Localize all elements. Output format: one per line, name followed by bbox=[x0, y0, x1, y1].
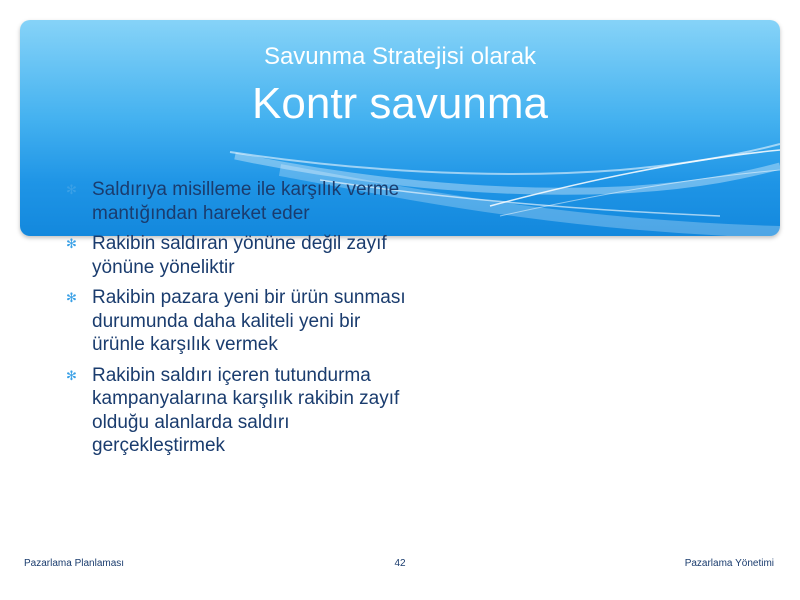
bullet-text: Rakibin saldırı içeren tutundurma kampanyalarına karşılık rakibin zayıf olduğu alanlarda saldırı gerçekleştirmek bbox=[92, 364, 400, 456]
bullet-item bbox=[66, 364, 406, 458]
bullet-item bbox=[66, 286, 406, 357]
asterisk-bullet-icon: ✻ bbox=[66, 290, 77, 305]
asterisk-bullet-icon: ✻ bbox=[66, 236, 77, 251]
slide-title: Kontr savunma bbox=[252, 79, 548, 128]
bullet-item bbox=[66, 178, 406, 225]
page-number: 42 bbox=[394, 558, 406, 569]
bullet-text: Rakibin pazara yeni bir ürün sunması durumunda daha kaliteli yeni bir ürünle karşılık vermek bbox=[92, 287, 406, 355]
footer-left-text: Pazarlama Planlaması bbox=[24, 558, 125, 569]
footer-right-text: Pazarlama Yönetimi bbox=[684, 558, 774, 569]
bullet-text: Saldırıya misilleme ile karşılık verme mantığından hareket eder bbox=[92, 179, 400, 224]
bullet-text: Rakibin saldıran yönüne değil zayıf yönüne yöneliktir bbox=[92, 233, 387, 278]
asterisk-bullet-icon: ✻ bbox=[66, 182, 77, 197]
bullet-item bbox=[66, 232, 406, 279]
slide-subtitle: Savunma Stratejisi olarak bbox=[263, 43, 537, 70]
asterisk-bullet-icon: ✻ bbox=[66, 367, 77, 383]
bullet-list bbox=[66, 178, 406, 465]
